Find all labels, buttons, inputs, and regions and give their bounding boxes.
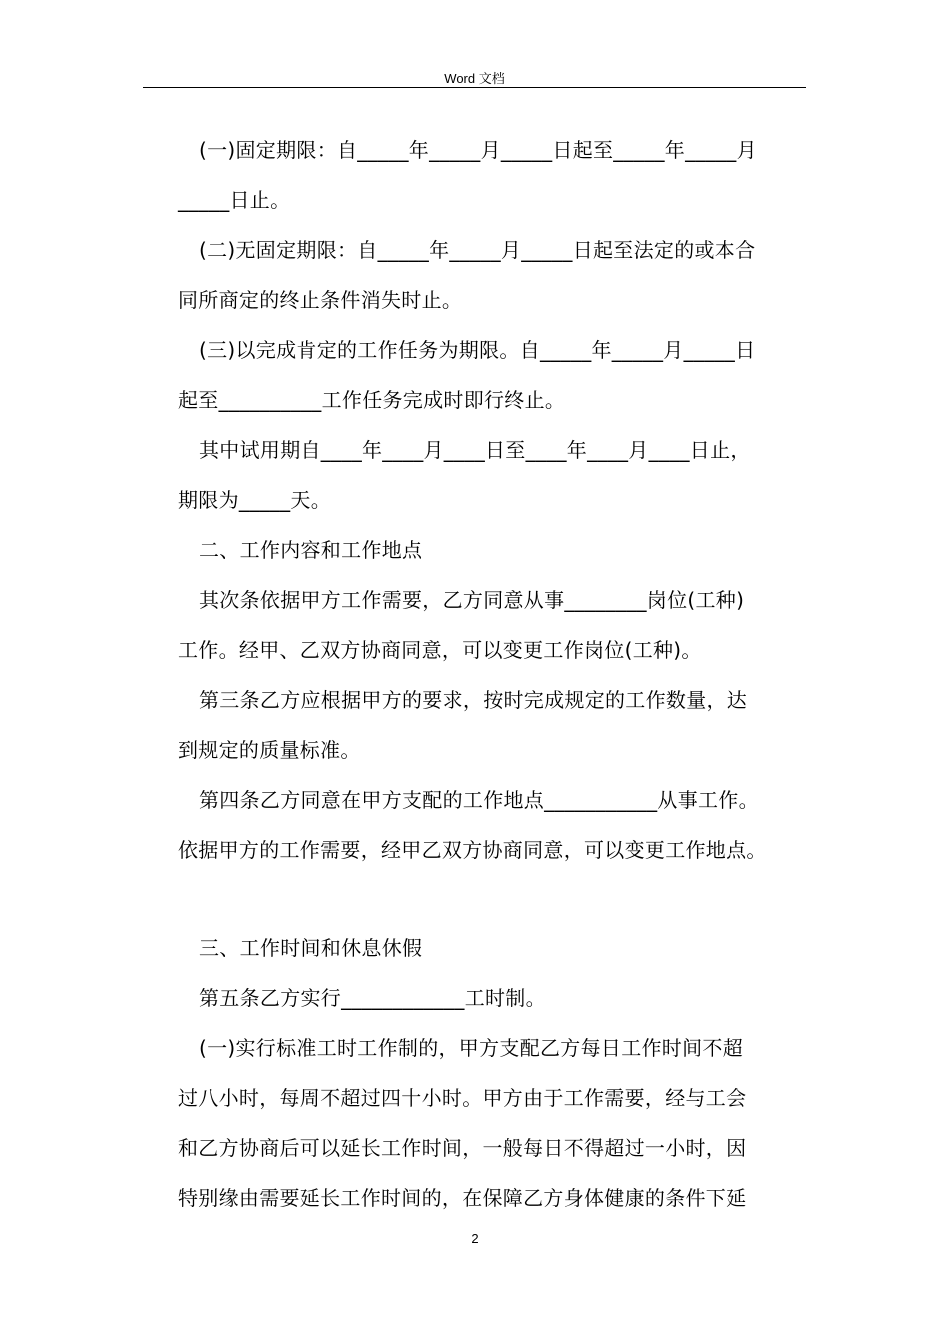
text-line: (二)无固定期限：自_____年_____月_____日起至法定的或本合 bbox=[199, 238, 756, 262]
text-line: 其中试用期自____年____月____日至____年____月____日止， bbox=[199, 438, 751, 462]
text-line: 过八小时，每周不超过四十小时。甲方由于工作需要，经与工会 bbox=[178, 1086, 747, 1110]
text-line: 工作。经甲、乙双方协商同意，可以变更工作岗位(工种)。 bbox=[178, 638, 702, 662]
text-line: 起至__________工作任务完成时即行终止。 bbox=[178, 388, 566, 412]
text-line: 第四条乙方同意在甲方支配的工作地点___________从事工作。 bbox=[199, 788, 759, 812]
section-heading: 三、工作时间和休息休假 bbox=[199, 936, 423, 960]
text-line: 第三条乙方应根据甲方的要求，按时完成规定的工作数量，达 bbox=[199, 688, 748, 712]
page-header: Word 文档 bbox=[444, 71, 505, 86]
text-line: 特别缘由需要延长工作时间的，在保障乙方身体健康的条件下延 bbox=[178, 1186, 747, 1210]
text-line: 第五条乙方实行____________工时制。 bbox=[199, 986, 546, 1010]
page-number: 2 bbox=[471, 1231, 479, 1246]
text-line: _____日止。 bbox=[178, 188, 291, 212]
text-line: (一)固定期限：自_____年_____月_____日起至_____年_____月 bbox=[199, 138, 757, 162]
text-line: 和乙方协商后可以延长工作时间，一般每日不得超过一小时，因 bbox=[178, 1136, 747, 1160]
text-line: 到规定的质量标准。 bbox=[178, 738, 361, 762]
text-line: 同所商定的终止条件消失时止。 bbox=[178, 288, 463, 312]
text-line: (一)实行标准工时工作制的，甲方支配乙方每日工作时间不超 bbox=[199, 1036, 744, 1060]
text-line: (三)以完成肯定的工作任务为期限。自_____年_____月_____日 bbox=[199, 338, 756, 362]
text-line: 其次条依据甲方工作需要，乙方同意从事________岗位(工种) bbox=[199, 588, 745, 612]
header-divider bbox=[143, 87, 806, 88]
text-line: 依据甲方的工作需要，经甲乙双方协商同意，可以变更工作地点。 bbox=[178, 838, 767, 862]
section-heading: 二、工作内容和工作地点 bbox=[199, 538, 423, 562]
text-line: 期限为_____天。 bbox=[178, 488, 331, 512]
